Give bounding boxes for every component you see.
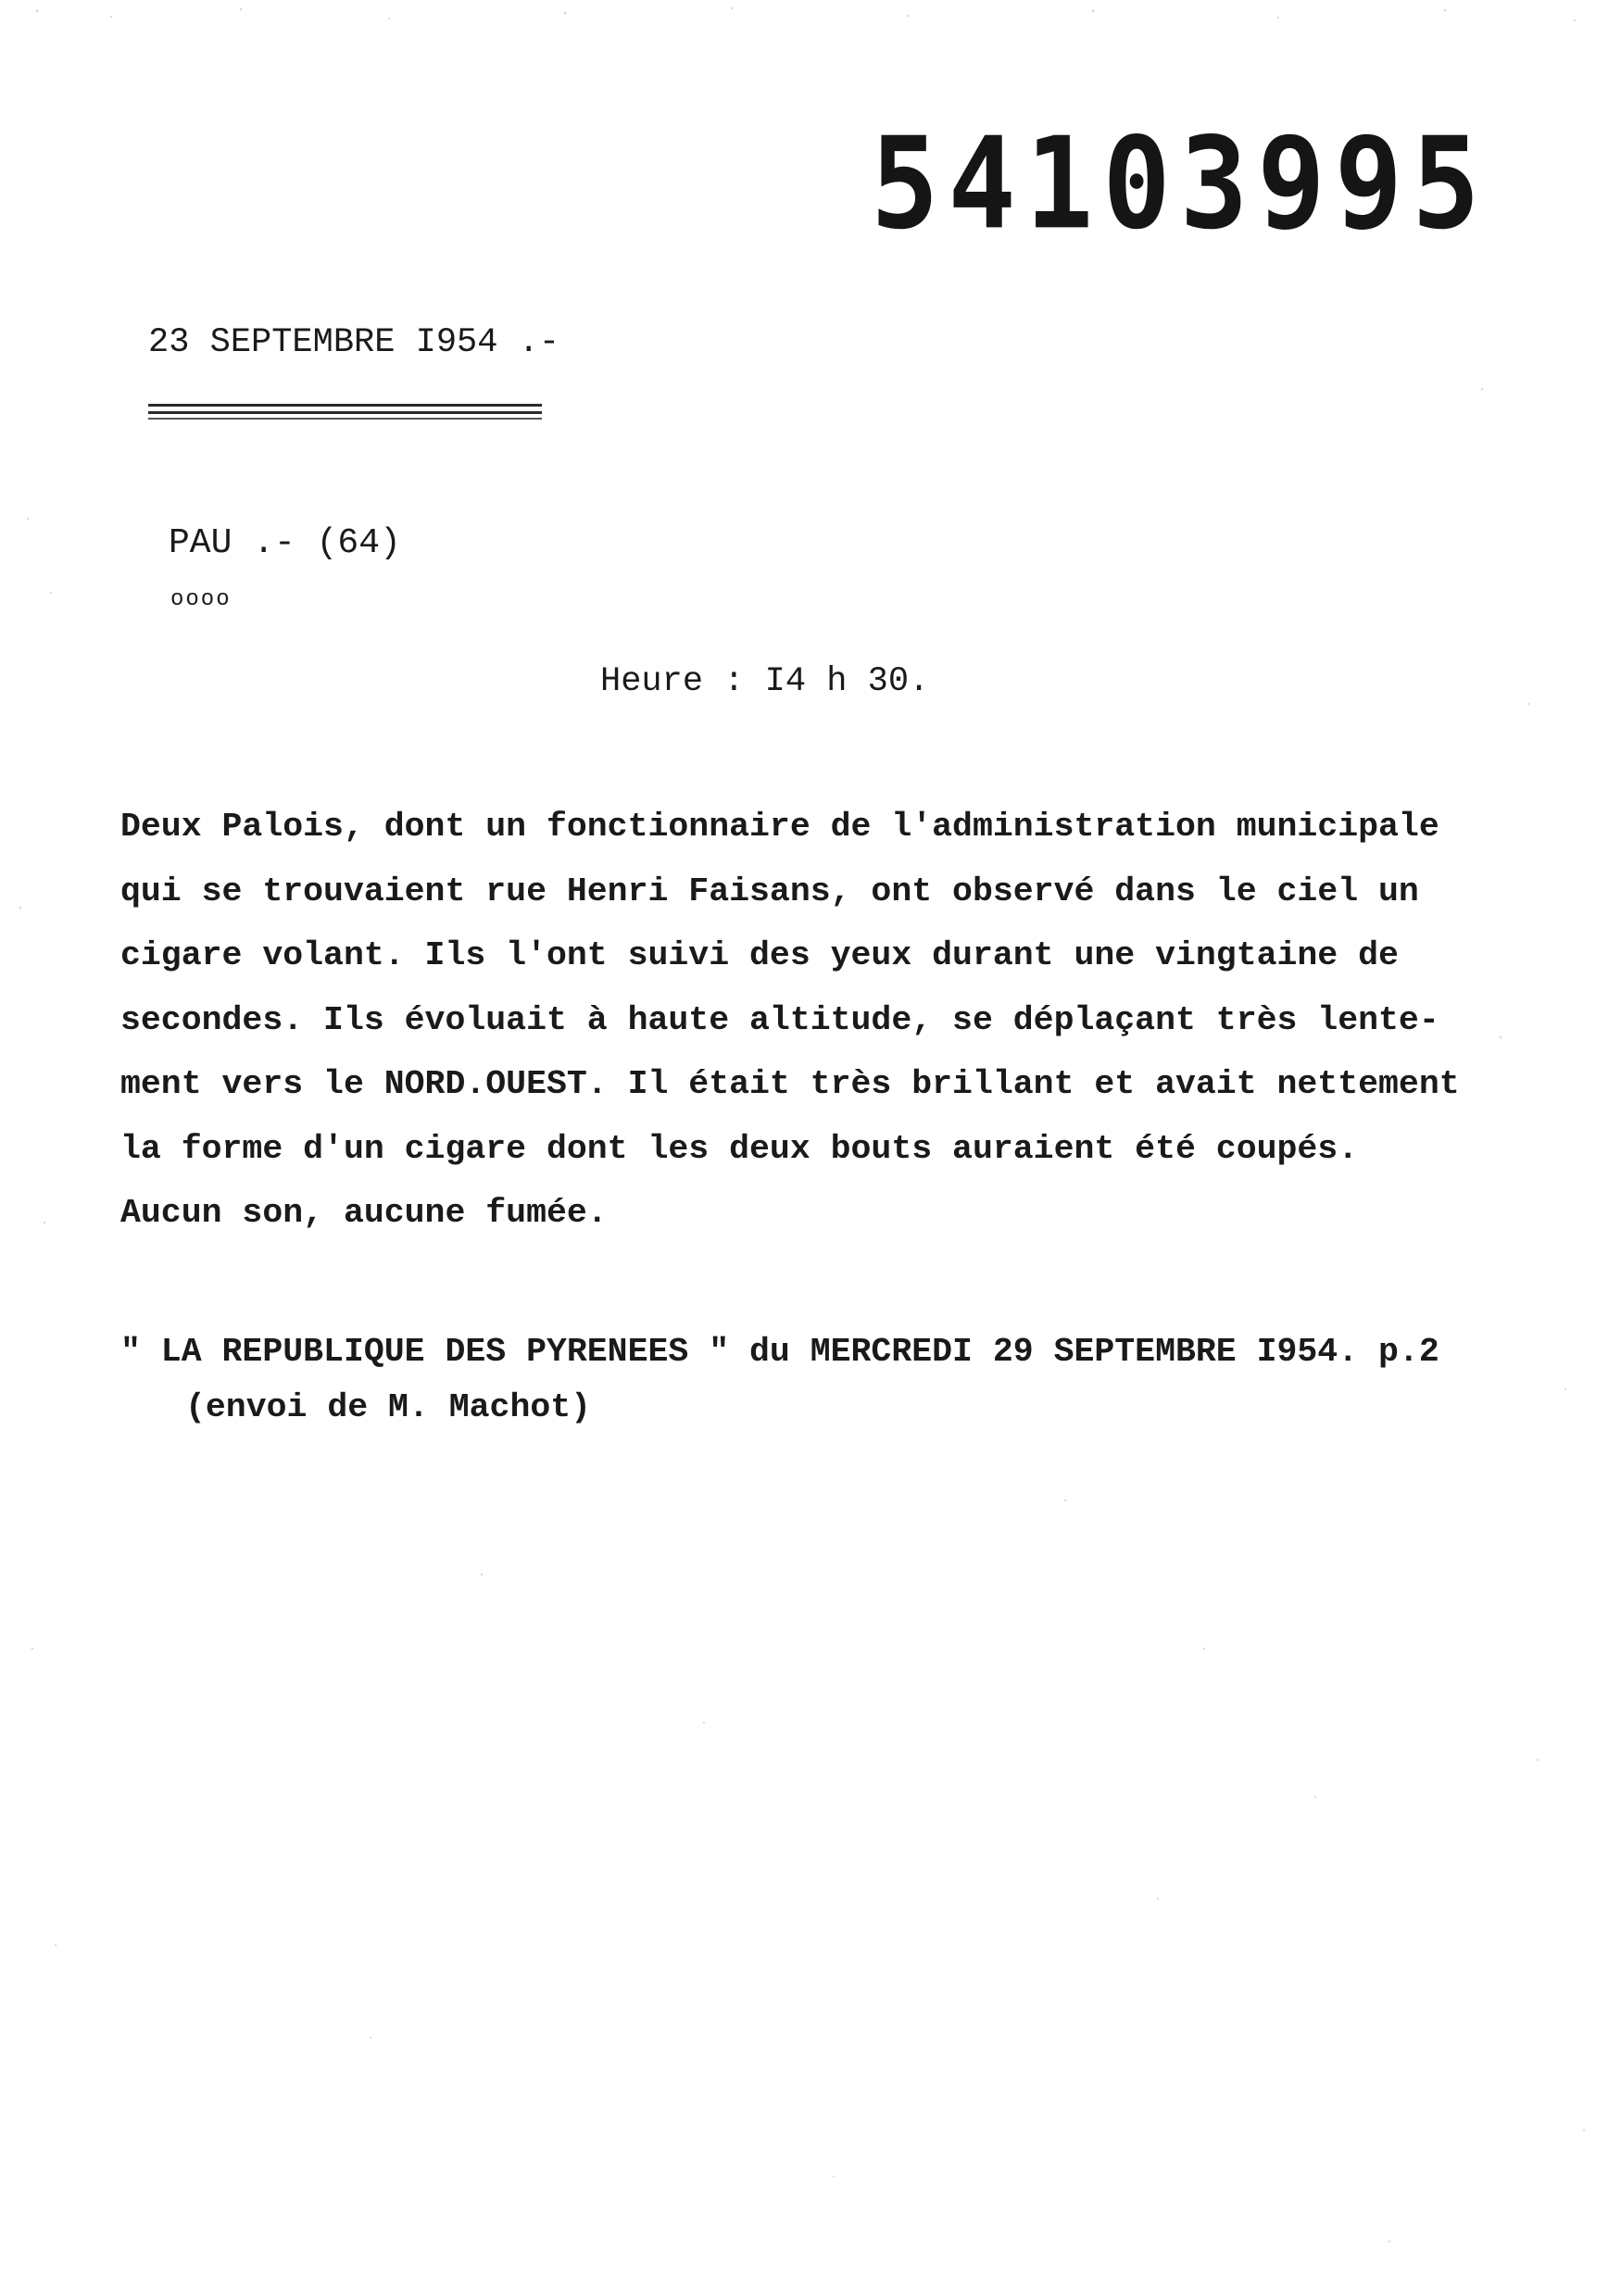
- underline-rule: [148, 418, 542, 420]
- body-line: la forme d'un cigare dont les deux bouts auraient été coupés.: [120, 1129, 1359, 1168]
- separator-marks: oooo: [170, 587, 232, 612]
- underline-rule: [148, 411, 542, 414]
- body-line: secondes. Ils évoluait à haute altitude, se déplaçant très lente-: [120, 1000, 1439, 1039]
- body-line: ment vers le NORD.OUEST. Il était très brillant et avait nettement: [120, 1065, 1460, 1103]
- underline-rule: [148, 404, 542, 407]
- report-body: [120, 795, 1565, 1246]
- source-citation: [120, 1324, 1439, 1436]
- source-line: " LA REPUBLIQUE DES PYRENEES " du MERCREDI 29 SEPTEMBRE I954. p.2: [120, 1333, 1439, 1371]
- time-heading: Heure : I4 h 30.: [600, 662, 930, 701]
- body-line: qui se trouvaient rue Henri Faisans, ont observé dans le ciel un: [120, 872, 1419, 910]
- document-date: 23 SEPTEMBRE I954 .-: [148, 323, 560, 362]
- body-line: Deux Palois, dont un fonctionnaire de l'administration municipale: [120, 808, 1439, 846]
- source-note: (envoi de M. Machot): [185, 1388, 592, 1426]
- document-number: 54103995: [871, 109, 1489, 257]
- location-heading: PAU .- (64): [169, 523, 401, 563]
- body-line: cigare volant. Ils l'ont suivi des yeux durant une vingtaine de: [120, 936, 1399, 974]
- body-line: Aucun son, aucune fumée.: [120, 1194, 608, 1232]
